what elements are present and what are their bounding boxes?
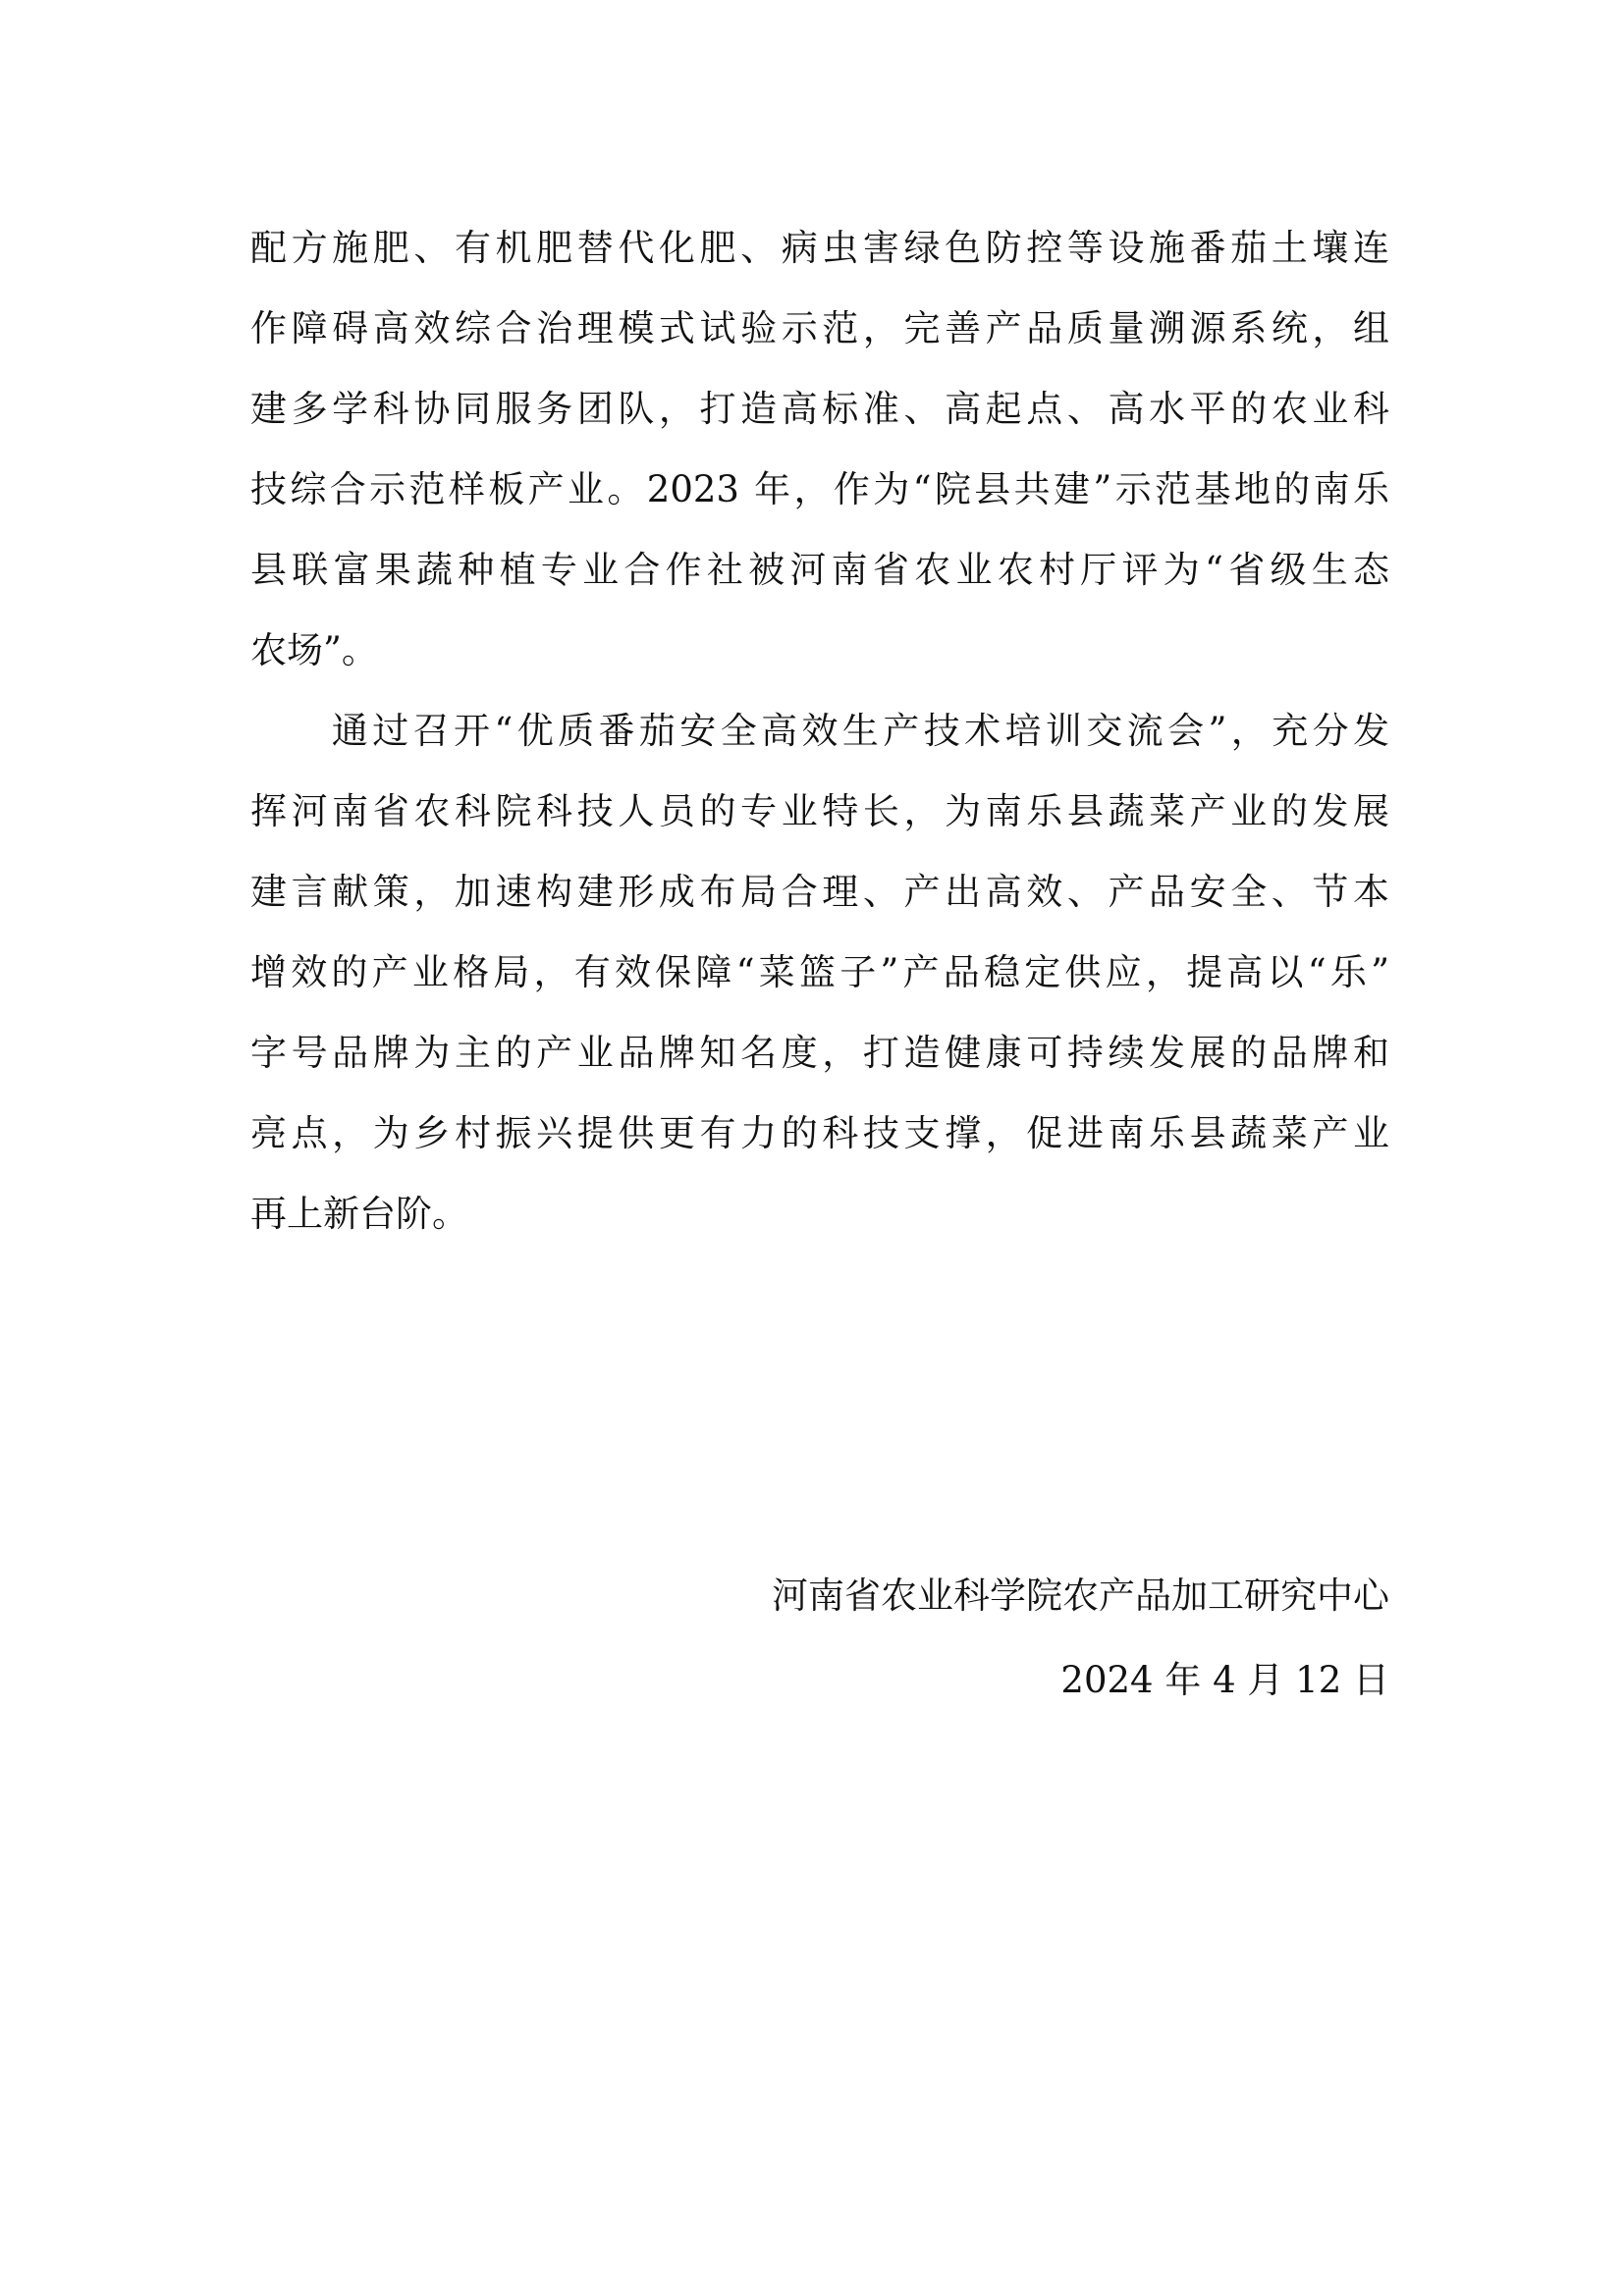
paragraph-line: 挥河南省农科院科技人员的专业特长，为南乐县蔬菜产业的发展	[250, 790, 1389, 832]
paragraph-line: 建多学科协同服务团队，打造高标准、高起点、高水平的农业科	[250, 388, 1389, 430]
paragraph-line: 亮点，为乡村振兴提供更有力的科技支撑，促进南乐县蔬菜产业	[250, 1112, 1389, 1154]
paragraph-line: 配方施肥、有机肥替代化肥、病虫害绿色防控等设施番茄土壤连	[250, 227, 1389, 269]
paragraph-line: 作障碍高效综合治理模式试验示范，完善产品质量溯源系统，组	[250, 307, 1389, 349]
paragraph-2	[250, 691, 1389, 1255]
signature-date: 2024 年 4 月 12 日	[1060, 1659, 1389, 1701]
paragraph-line: 字号品牌为主的产业品牌知名度，打造健康可持续发展的品牌和	[250, 1032, 1389, 1074]
signature-organization: 河南省农业科学院农产品加工研究中心	[772, 1575, 1389, 1617]
paragraph-line: 农场”。	[250, 629, 378, 671]
paragraph-line: 通过召开“优质番茄安全高效生产技术培训交流会”，充分发	[250, 710, 1389, 752]
signature-block	[250, 1556, 1389, 1721]
paragraph-1	[250, 208, 1389, 691]
paragraph-line: 技综合示范样板产业。2023 年，作为“院县共建”示范基地的南乐	[250, 468, 1389, 510]
paragraph-line: 增效的产业格局，有效保障“菜篮子”产品稳定供应，提高以“乐”	[250, 951, 1389, 993]
paragraph-line: 建言献策，加速构建形成布局合理、产出高效、产品安全、节本	[250, 871, 1389, 913]
document-body	[250, 208, 1389, 1255]
paragraph-line: 再上新台阶。	[250, 1193, 468, 1235]
paragraph-line: 县联富果蔬种植专业合作社被河南省农业农村厅评为“省级生态	[250, 549, 1389, 591]
